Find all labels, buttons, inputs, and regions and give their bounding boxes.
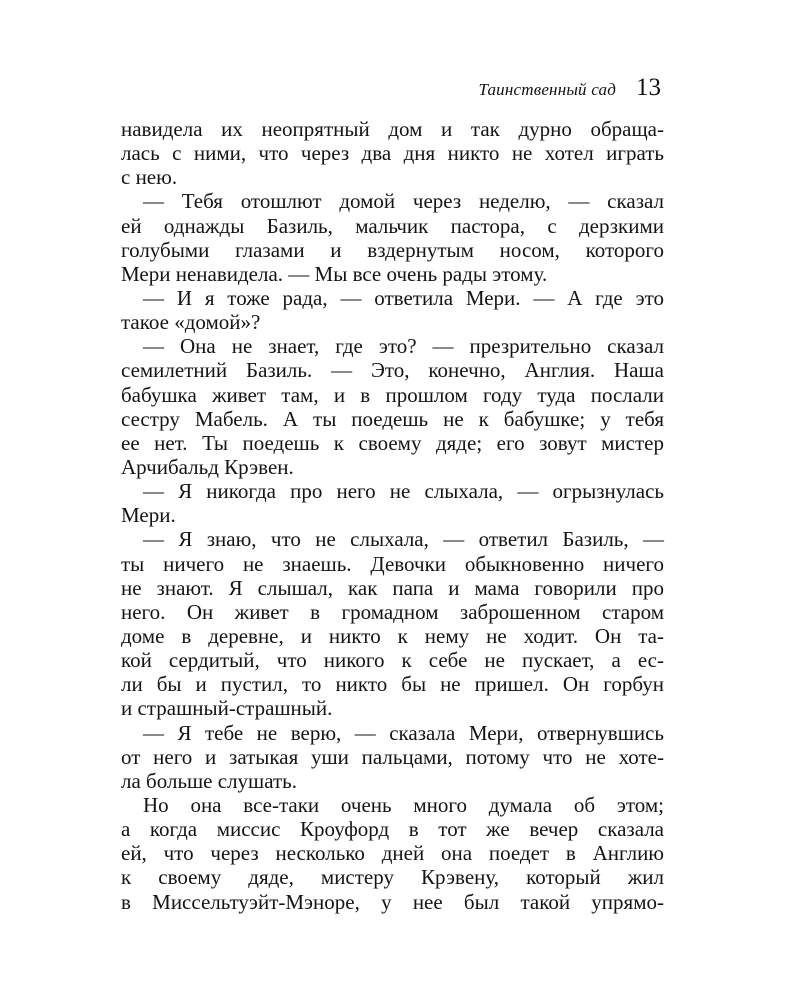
- text-line: ты ничего не знаешь. Девочки обыкновенно ничего: [121, 551, 664, 576]
- text-line: — Я тебе не верю, — сказала Мери, отвернувшись: [143, 720, 664, 745]
- text-line: — Она не знает, где это? — презрительно сказал: [143, 334, 664, 359]
- text-line: а когда миссис Кроуфорд в тот же вечер сказала: [121, 817, 664, 842]
- text-line: в Миссельтуэйт-Мэноре, у нее был такой упрямо-: [121, 889, 664, 914]
- text-line: ее нет. Ты поедешь к своему дяде; его зовут мистер: [121, 430, 664, 455]
- text-line: — Тебя отошлют домой через неделю, — сказал: [143, 189, 664, 214]
- text-line: бабушка живет там, и в прошлом году туда послали: [121, 382, 664, 407]
- text-line: от него и затыкая уши пальцами, потому что не хоте-: [121, 744, 664, 769]
- text-line: Мери.: [121, 503, 176, 528]
- text-line: к своему дяде, мистеру Крэвену, который жил: [121, 865, 664, 890]
- text-line: с нею.: [121, 165, 178, 190]
- text-line: ла больше слушать.: [121, 768, 298, 793]
- text-line: такое «домой»?: [121, 310, 261, 335]
- text-line: семилетний Базиль. — Это, конечно, Англия. Наша: [121, 358, 664, 383]
- running-header: [478, 74, 661, 102]
- text-line: — Я знаю, что не слыхала, — ответил Базиль, —: [143, 527, 664, 552]
- running-title: Таинственный сад: [478, 80, 616, 99]
- text-line: Но она все-таки очень много думала об этом;: [143, 792, 664, 817]
- text-line: — Я никогда про него не слыхала, — огрызнулась: [143, 479, 664, 504]
- text-line: лась с ними, что через два дня никто не хотел играть: [121, 141, 664, 166]
- text-line: него. Он живет в громадном заброшенном старом: [121, 599, 664, 624]
- text-line: ей, что через несколько дней она поедет в Англию: [121, 841, 664, 866]
- text-line: и страшный-страшный.: [121, 696, 333, 721]
- text-line: доме в деревне, и никто к нему не ходит. Он та-: [121, 623, 664, 648]
- body-text: [121, 117, 664, 914]
- page-number: 13: [636, 74, 661, 101]
- text-line: голубыми глазами и вздернутым носом, которого: [121, 237, 664, 262]
- text-line: Мери ненавидела. — Мы все очень рады этому.: [121, 261, 548, 286]
- text-line: кой сердитый, что никого к себе не пускает, а ес-: [121, 648, 664, 673]
- text-line: ей однажды Базиль, мальчик пастора, с дерзкими: [121, 213, 664, 238]
- text-line: — И я тоже рада, — ответила Мери. — А где это: [143, 285, 664, 310]
- text-line: не знают. Я слышал, как папа и мама говорили про: [121, 575, 664, 600]
- text-line: навидела их неопрятный дом и так дурно обраща-: [121, 117, 664, 141]
- text-line: сестру Мабель. А ты поедешь не к бабушке; у тебя: [121, 406, 664, 431]
- text-line: Арчибальд Крэвен.: [121, 454, 294, 479]
- text-line: ли бы и пустил, то никто бы не пришел. Он горбун: [121, 672, 664, 697]
